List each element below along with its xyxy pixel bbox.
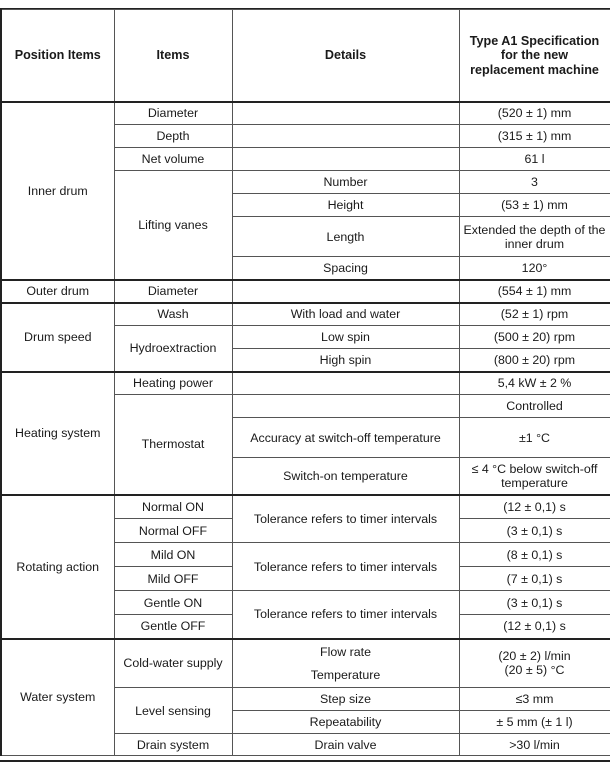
- table-row: [1, 372, 610, 395]
- header-items: Items: [114, 10, 232, 102]
- value-temperature: (20 ± 5) °C: [504, 663, 565, 678]
- value-mild-off: (7 ± 0,1) s: [459, 567, 610, 591]
- group-drum-speed: Drum speed: [1, 303, 114, 372]
- item-level-sensing: Level sensing: [114, 688, 232, 734]
- value-number: 3: [459, 171, 610, 194]
- item-gentle-off: Gentle OFF: [114, 615, 232, 639]
- value-outer-diameter: (554 ± 1) mm: [459, 280, 610, 303]
- detail-spacing: Spacing: [232, 257, 459, 280]
- item-lifting-vanes: Lifting vanes: [114, 171, 232, 280]
- item-thermostat: Thermostat: [114, 395, 232, 495]
- header-spec: Type A1 Specification for the new replacement machine: [459, 10, 610, 102]
- value-normal-on: (12 ± 0,1) s: [459, 495, 610, 519]
- detail-flow-rate: Flow rate: [232, 639, 459, 664]
- value-controlled: Controlled: [459, 395, 610, 418]
- detail-wash: With load and water: [232, 303, 459, 326]
- item-depth: Depth: [114, 125, 232, 148]
- group-heating-system: Heating system: [1, 372, 114, 495]
- specification-table: [0, 9, 610, 756]
- header-row: [1, 10, 610, 102]
- table-row: [1, 303, 610, 326]
- detail-temperature: Temperature: [232, 664, 459, 688]
- detail-low-spin: Low spin: [232, 326, 459, 349]
- item-normal-off: Normal OFF: [114, 519, 232, 543]
- value-mild-on: (8 ± 0,1) s: [459, 543, 610, 567]
- value-switch-on: ≤ 4 °C below switch-off temperature: [459, 458, 610, 495]
- table-row: [1, 495, 610, 519]
- item-outer-diameter: Diameter: [114, 280, 232, 303]
- detail-empty: [232, 148, 459, 171]
- group-water-system: Water system: [1, 639, 114, 756]
- header-details: Details: [232, 10, 459, 102]
- value-diameter: (520 ± 1) mm: [459, 102, 610, 125]
- table-row: [1, 639, 610, 664]
- detail-empty: [232, 395, 459, 418]
- group-rotating-action: Rotating action: [1, 495, 114, 639]
- value-high-spin: (800 ± 20) rpm: [459, 349, 610, 372]
- value-flow-rate: (20 ± 2) l/min: [498, 649, 571, 664]
- detail-number: Number: [232, 171, 459, 194]
- detail-tolerance-gentle: Tolerance refers to timer intervals: [232, 591, 459, 639]
- detail-high-spin: High spin: [232, 349, 459, 372]
- detail-accuracy: Accuracy at switch-off temperature: [232, 418, 459, 458]
- item-gentle-on: Gentle ON: [114, 591, 232, 615]
- detail-drain-valve: Drain valve: [232, 734, 459, 756]
- value-depth: (315 ± 1) mm: [459, 125, 610, 148]
- detail-tolerance-mild: Tolerance refers to timer intervals: [232, 543, 459, 591]
- group-outer-drum: Outer drum: [1, 280, 114, 303]
- detail-tolerance-normal: Tolerance refers to timer intervals: [232, 495, 459, 543]
- bottom-rule: [0, 760, 610, 762]
- detail-repeatability: Repeatability: [232, 711, 459, 734]
- value-gentle-on: (3 ± 0,1) s: [459, 591, 610, 615]
- detail-empty: [232, 125, 459, 148]
- item-wash: Wash: [114, 303, 232, 326]
- detail-step-size: Step size: [232, 688, 459, 711]
- detail-switch-on: Switch-on temperature: [232, 458, 459, 495]
- item-hydroextraction: Hydroextraction: [114, 326, 232, 372]
- value-repeatability: ± 5 mm (± 1 l): [459, 711, 610, 734]
- header-position: Position Items: [1, 10, 114, 102]
- value-drain: >30 l/min: [459, 734, 610, 756]
- item-mild-on: Mild ON: [114, 543, 232, 567]
- item-cold-water-supply: Cold-water supply: [114, 639, 232, 688]
- item-diameter: Diameter: [114, 102, 232, 125]
- value-normal-off: (3 ± 0,1) s: [459, 519, 610, 543]
- table-row: [1, 102, 610, 125]
- value-length: Extended the depth of the inner drum: [459, 217, 610, 257]
- item-drain-system: Drain system: [114, 734, 232, 756]
- item-net-volume: Net volume: [114, 148, 232, 171]
- value-step-size: ≤3 mm: [459, 688, 610, 711]
- item-heating-power: Heating power: [114, 372, 232, 395]
- value-flow-temp: [459, 639, 610, 688]
- detail-height: Height: [232, 194, 459, 217]
- value-wash: (52 ± 1) rpm: [459, 303, 610, 326]
- value-gentle-off: (12 ± 0,1) s: [459, 615, 610, 639]
- value-net-volume: 61 l: [459, 148, 610, 171]
- detail-empty: [232, 372, 459, 395]
- table-row: [1, 280, 610, 303]
- group-inner-drum: Inner drum: [1, 102, 114, 280]
- value-low-spin: (500 ± 20) rpm: [459, 326, 610, 349]
- value-spacing: 120°: [459, 257, 610, 280]
- value-accuracy: ±1 °C: [459, 418, 610, 458]
- item-normal-on: Normal ON: [114, 495, 232, 519]
- item-mild-off: Mild OFF: [114, 567, 232, 591]
- detail-empty: [232, 102, 459, 125]
- value-heating-power: 5,4 kW ± 2 %: [459, 372, 610, 395]
- detail-length: Length: [232, 217, 459, 257]
- detail-empty: [232, 280, 459, 303]
- value-height: (53 ± 1) mm: [459, 194, 610, 217]
